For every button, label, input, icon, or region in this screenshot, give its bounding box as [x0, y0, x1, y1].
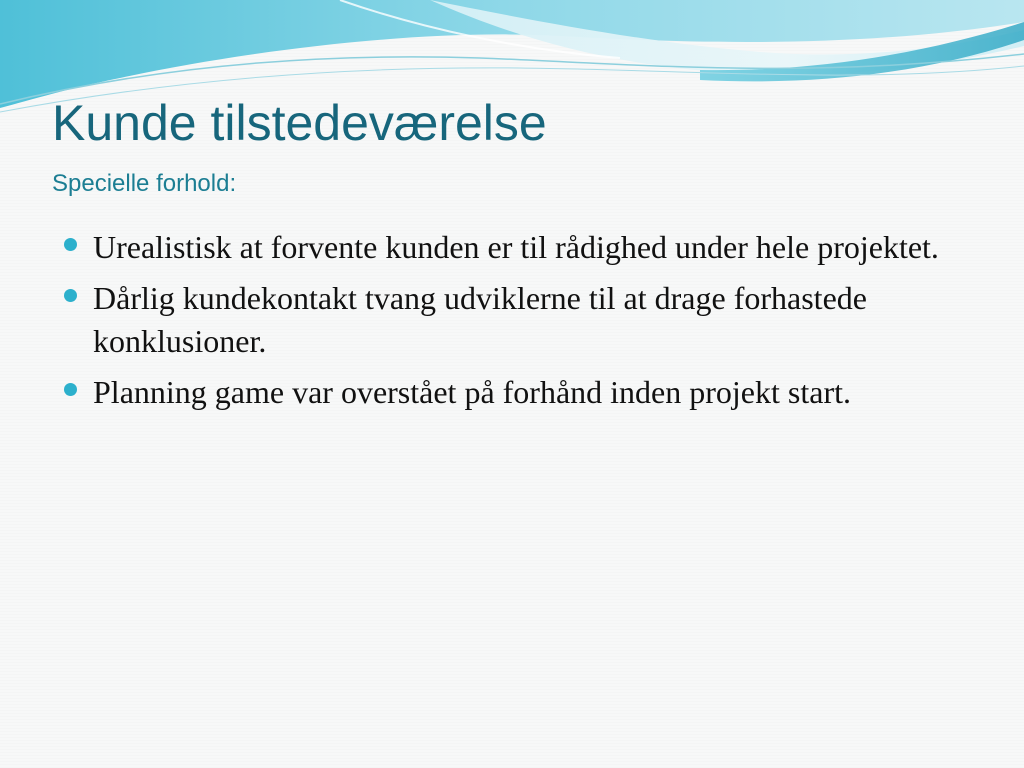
bullet-dot-icon — [64, 289, 77, 302]
slide-subtitle: Specielle forhold: — [52, 170, 237, 197]
bullet-text: Planning game var overstået på forhånd inden projekt start. — [93, 374, 851, 410]
bullet-dot-icon — [64, 238, 77, 251]
bullet-list — [64, 226, 964, 422]
bullet-text: Dårlig kundekontakt tvang udviklerne til at drage forhastede konklusioner. — [93, 280, 867, 359]
slide-title: Kunde tilstedeværelse — [52, 95, 547, 151]
bullet-item — [64, 277, 964, 363]
bullet-item — [64, 371, 964, 414]
bullet-text: Urealistisk at forvente kunden er til rådighed under hele projektet. — [93, 229, 939, 265]
bullet-item — [64, 226, 964, 269]
bullet-dot-icon — [64, 383, 77, 396]
